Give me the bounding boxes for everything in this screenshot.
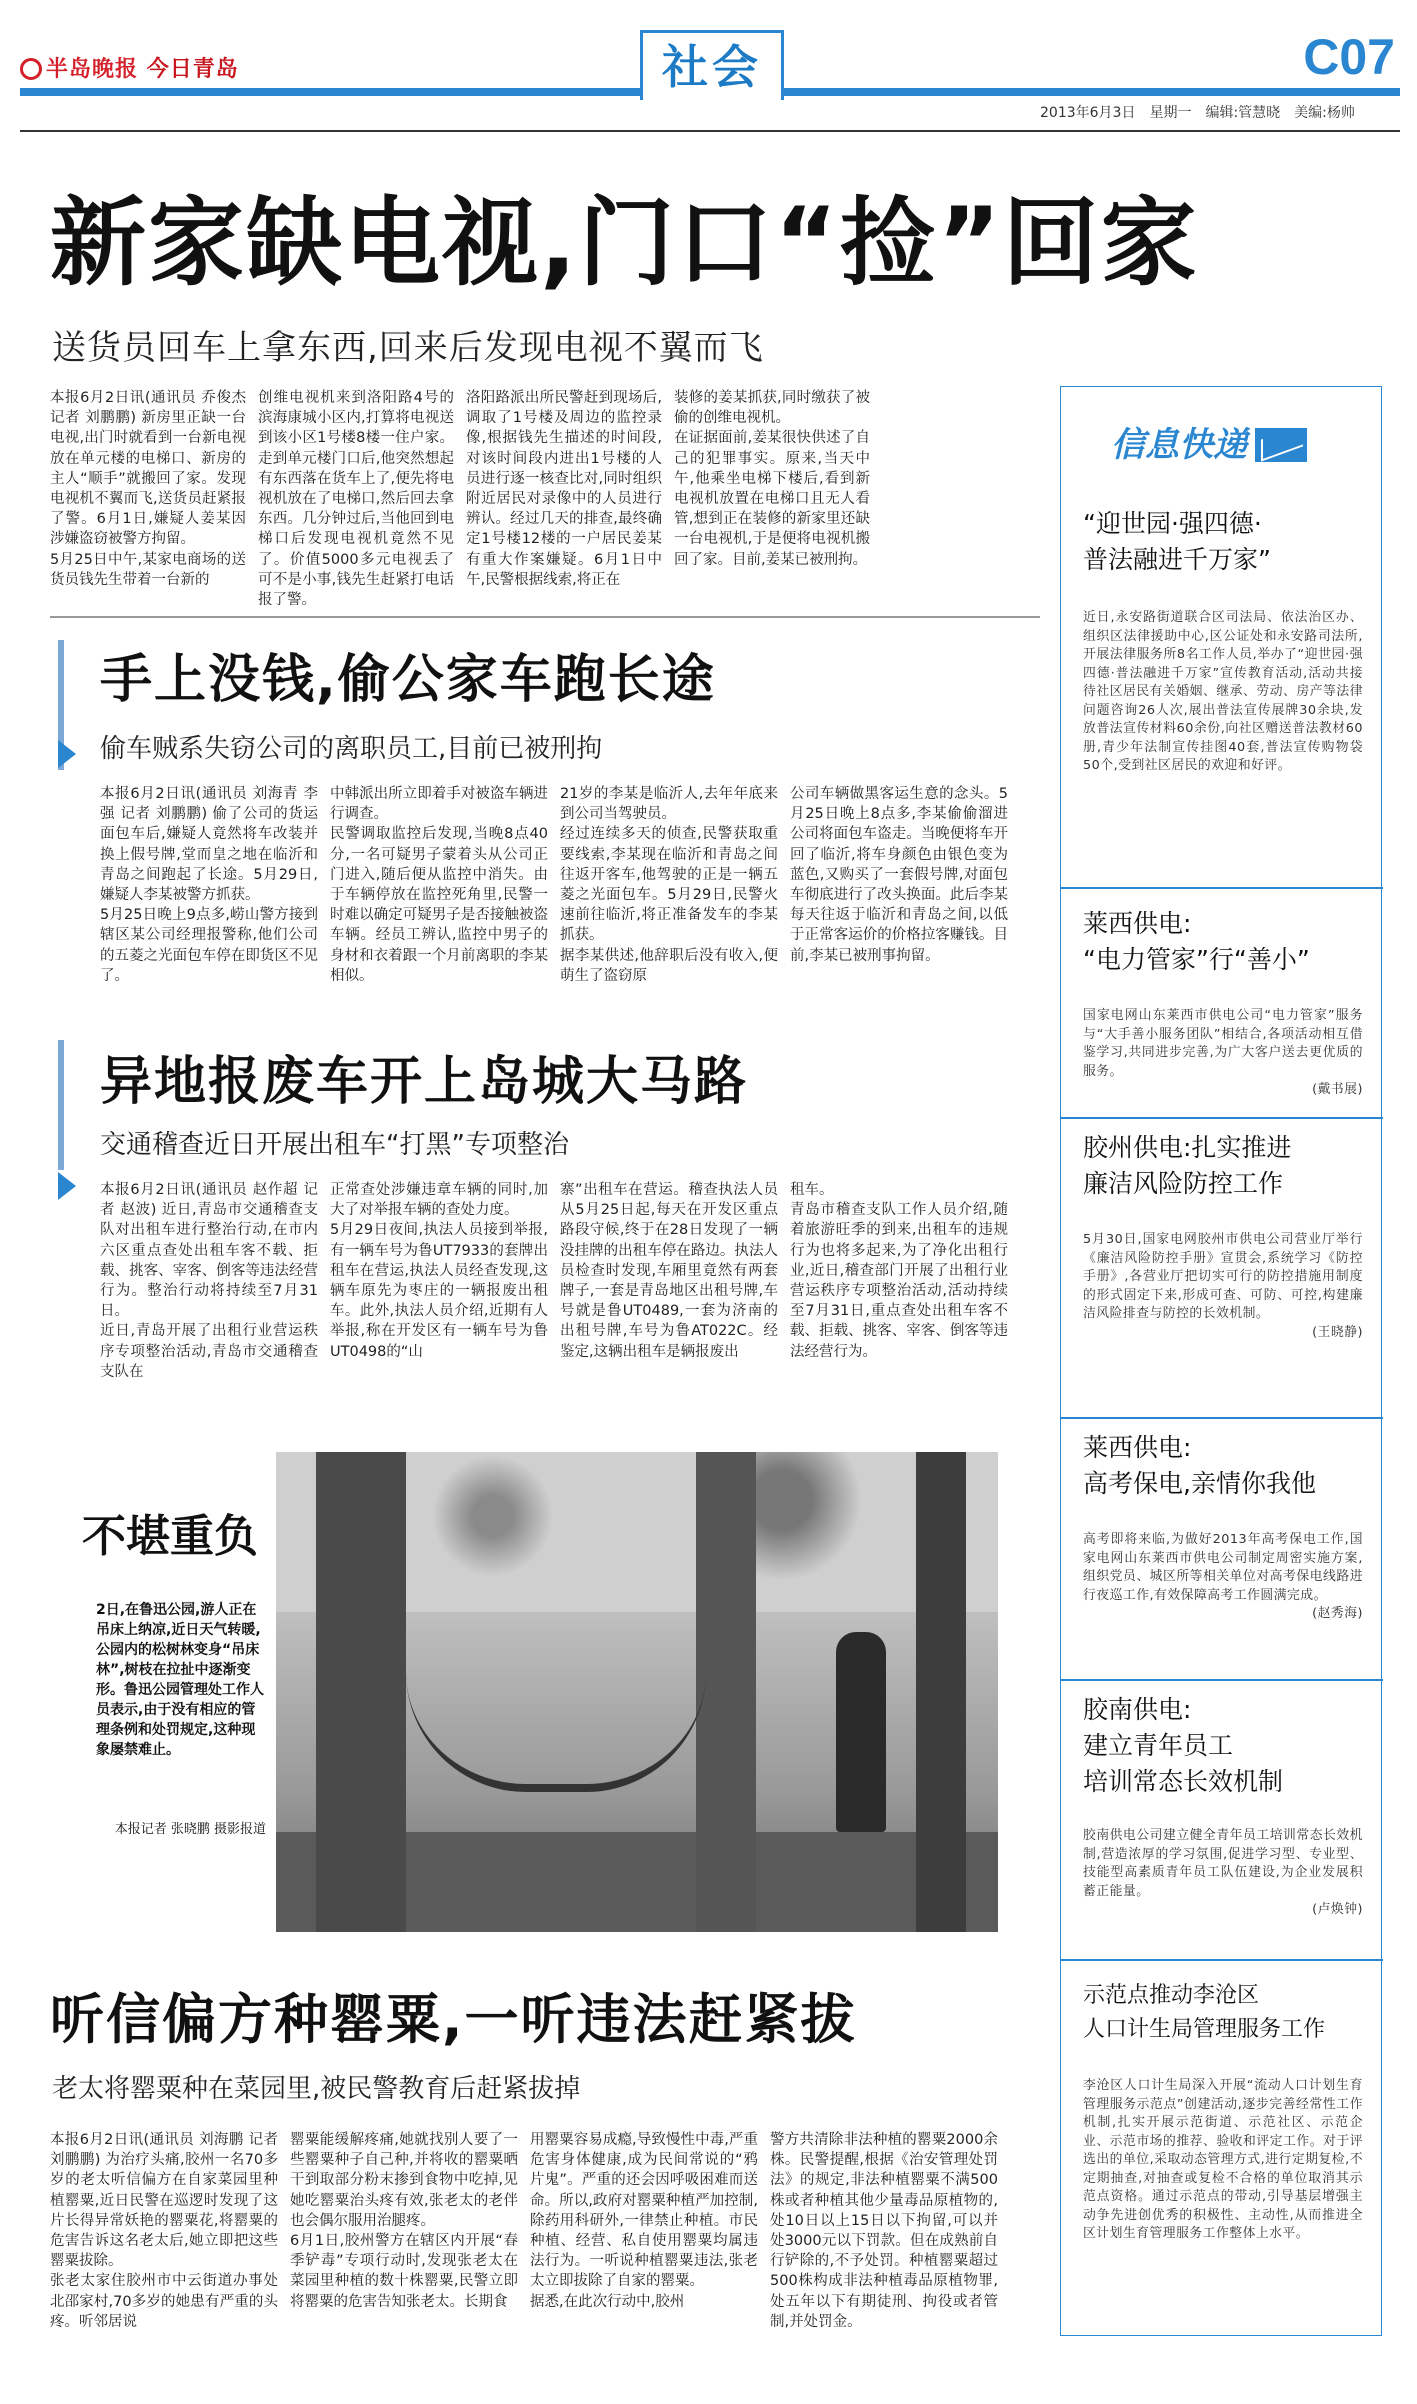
sidebar-item-title: 建立青年员工: [1083, 1731, 1234, 1760]
accent-bar: [58, 1040, 64, 1170]
story2-subheadline: 偷车贼系失窃公司的离职员工,目前已被刑拘: [100, 734, 603, 764]
sidebar-header-text: 信息快递: [1111, 425, 1247, 465]
section-label: 社会: [662, 40, 762, 94]
story4-col1: 本报6月2日讯(通讯员 刘海鹏 记者 刘鹏鹏) 为治疗头痛,胶州一名70多岁的老太听信偏方在自家菜园里种植罂粟,近日民警在巡逻时发现了这片长得异常妖艳的罂粟花,将罂粟的危害告诉这名老太后,她立即把这些罂粟拔除。 张老太家住胶州市中云街道办事处北邵家村,70多岁的她患有严重的头疼。听邻居说: [50, 2132, 278, 2330]
story3-col1: 本报6月2日讯(通讯员 赵作超 记者 赵波) 近日,青岛市交通稽查支队对出租车进行整治行动,在市内六区重点查处出租车客不载、拒载、挑客、宰客、倒客等违法经营行为。整治行动将持续至7月31日。 近日,青岛开展了出租行业营运秩序专项整治活动,青岛市交通稽查支队在: [100, 1182, 318, 1380]
sidebar-item-body: [1083, 1827, 1363, 1920]
story3-subheadline: 交通稽查近日开展出租车“打黑”专项整治: [100, 1130, 569, 1160]
sidebar-item-title: 示范点推动李沧区: [1083, 1983, 1260, 2008]
triangle-marker-icon: [58, 740, 76, 768]
logo-text: 半岛晚报: [46, 57, 139, 82]
sidebar-item-text: 5月30日,国家电网胶州市供电公司营业厅举行《廉洁风险防控手册》宣贯会,系统学习《防控手册》,各营业厅把切实可行的防控措施用制度的形式固定下来,形成可查、可防、可控,构建廉洁风险排查与防控的长效机制。: [1083, 1232, 1363, 1321]
sidebar-item-title: 廉洁风险防控工作: [1083, 1169, 1284, 1198]
story1-subheadline: 送货员回车上拿东西,回来后发现电视不翼而飞: [52, 328, 764, 368]
story1-col2: 创维电视机来到洛阳路4号的滨海康城小区内,打算将电视送到该小区1号楼8楼一住户家。走到单元楼门口后,他突然想起有东西落在货车上了,便先将电视机放在了电梯口,然后回去拿东西。几分钟过后,当他回到电梯口后发现电视机竟然不见了。价值5000多元电视丢了可不是小事,钱先生赶紧打电话报了警。: [258, 390, 454, 609]
section-tab: [640, 30, 784, 100]
sidebar-divider: [1061, 1417, 1383, 1419]
divider: [50, 616, 1040, 618]
sidebar-byline: (戴书展): [1312, 1082, 1363, 1097]
story2-headline: 手上没钱,偷公家车跑长途: [100, 650, 716, 710]
story3-col4: 租车。 青岛市稽查支队工作人员介绍,随着旅游旺季的到来,出租车的违规行为也将多起来,为了净化出租行业,近日,稽查部门开展了出租行业营运秩序专项整治活动,活动持续至7月31日,重点查处出租车客不载、拒载、挑客、宰客、倒客等违法经营行为。: [790, 1182, 1008, 1360]
logo-ring-icon: [20, 58, 42, 80]
photo-tree: [316, 1452, 406, 1932]
sidebar-item-title: 胶南供电:: [1083, 1695, 1192, 1724]
story3-headline: 异地报废车开上岛城大马路: [100, 1052, 749, 1112]
photo-hammock: [406, 1672, 706, 1792]
story4-col3: 用罂粟容易成瘾,导致慢性中毒,严重危害身体健康,成为民间常说的“鸦片鬼”。严重的还会因呼吸困难而送命。所以,政府对罂粟种植严加控制,除药用科研外,一律禁止种植。市民种植、经营、私自使用罂粟均属违法行为。一听说种植罂粟违法,张老太立即拔除了自家的罂粟。 据悉,在此次行动中,胶州: [530, 2132, 758, 2310]
photo-title: 不堪重负: [82, 1511, 258, 1562]
sidebar-divider: [1061, 1117, 1383, 1119]
photo-credit: 本报记者 张晓鹏 摄影报道: [114, 1822, 266, 1837]
date: 2013年6月3日: [1040, 105, 1136, 121]
sidebar-divider: [1061, 1679, 1383, 1681]
sidebar-item-title: 胶州供电:扎实推进: [1083, 1133, 1292, 1162]
info-sidebar: [1060, 386, 1382, 2336]
story4-headline: 听信偏方种罂粟,一听违法赶紧拔: [50, 1988, 857, 2051]
sidebar-item-body: [1083, 1231, 1363, 1342]
story3-col3: 寨”出租车在营运。稽查执法人员从5月25日起,每天在开发区重点路段守候,终于在28日发现了一辆没挂牌的出租车停在路边。执法人员检查时发现,车厢里竟然有两套牌子,一套是青岛地区出租号牌,车号就是鲁UT0489,一套为济南的出租号牌,车号为鲁AT022C。经鉴定,这辆出租车是辆报废出: [560, 1182, 778, 1360]
sidebar-item-text: 高考即将来临,为做好2013年高考保电工作,国家电网山东莱西市供电公司制定周密实施方案,组织党员、城区所等相关单位对高考保电线路进行夜巡工作,有效保障高考工作圆满完成。: [1083, 1532, 1363, 1603]
sidebar-item-title: “电力管家”行“善小”: [1083, 945, 1310, 974]
story4-col4: 警方共清除非法种植的罂粟2000余株。民警提醒,根据《治安管理处罚法》的规定,非法种植罂粟不满500株或者种植其他少量毒品原植物的,处10日以上15日以下拘留,可以并处3000元以下罚款。但在成熟前自行铲除的,不予处罚。种植罂粟超过500株构成非法种植毒品原植物罪,处五年以下有期徒刑、拘役或者管制,并处罚金。: [770, 2132, 998, 2330]
page-number: C07: [1303, 29, 1395, 85]
sidebar-byline: (赵秀海): [1312, 1606, 1363, 1621]
sidebar-item-text: 胶南供电公司建立健全青年员工培训常态长效机制,营造浓厚的学习氛围,促进学习型、专业型、技能型高素质青年员工队伍建设,为企业发展积蓄正能量。: [1083, 1828, 1363, 1899]
sidebar-item-body: [1083, 1007, 1363, 1100]
sidebar-item-title: 高考保电,亲情你我他: [1083, 1469, 1316, 1498]
triangle-marker-icon: [58, 1172, 76, 1200]
sidebar-header: [1111, 417, 1307, 466]
sidebar-item-body: [1083, 1531, 1363, 1624]
story4-subheadline: 老太将罂粟种在菜园里,被民警教育后赶紧拔掉: [52, 2074, 581, 2104]
story4-col2: 罂粟能缓解疼痛,她就找别人要了一些罂粟种子自己种,并将收的罂粟晒干到取部分粉末掺到食物中吃掉,见她吃罂粟治头疼有效,张老太的老伴也会偶尔服用治腿疼。 6月1日,胶州警方在辖区内开展“春季铲毒”专项行动时,发现张老太在菜园里种植的数十株罂粟,民警立即将罂粟的危害告知张老太。长期食: [290, 2132, 518, 2310]
weekday: 星期一: [1149, 105, 1192, 121]
photo-person: [836, 1632, 886, 1832]
sidebar-byline: (王晓静): [1312, 1324, 1363, 1340]
sidebar-item-title: 培训常态长效机制: [1083, 1767, 1284, 1796]
sidebar-divider: [1061, 1959, 1383, 1961]
sidebar-item-title: 莱西供电:: [1083, 909, 1192, 938]
story2-col2: 中韩派出所立即着手对被盗车辆进行调查。 民警调取监控后发现,当晚8点40分,一名可疑男子蒙着头从公司正门进入,随后便从监控中消失。由于车辆停放在监控死角里,民警一时难以确定可疑男子是否接触被盗车辆。经员工辨认,监控中男子的身材和衣着跟一个月前离职的李某相似。: [330, 786, 548, 984]
sidebar-item-body: 近日,永安路街道联合区司法局、依法治区办、组织区法律援助中心,区公证处和永安路司法所,开展法律服务所8名工作人员,举办了“迎世园·强四德·普法融进千万家”宣传教育活动,活动共接待社区居民有关婚姻、继承、劳动、房产等法律问题咨询26人次,展出普法宣传展牌30余块,发放普法宣传材料60余份,向社区赠送普法教材60册,青少年法制宣传挂图40套,普法宣传购物袋50个,受到社区居民的欢迎和好评。: [1083, 610, 1363, 773]
sidebar-item-title: 人口计生局管理服务工作: [1083, 2017, 1326, 2042]
photo-tree: [696, 1452, 756, 1932]
story1-headline: 新家缺电视,门口“捡”回家: [50, 187, 1199, 299]
story1-col1: 本报6月2日讯(通讯员 乔俊杰 记者 刘鹏鹏) 新房里正缺一台电视,出门时就看到一台新电视放在单元楼的电梯口、新房的主人“顺手”就搬回了家。发现电视机不翼而飞,送货员赶紧报了警。6月1日,嫌疑人姜某因涉嫌盗窃被警方拘留。 5月25日中午,某家电商场的送货员钱先生带着一台新的: [50, 390, 246, 588]
editor: 编辑:管慧晓: [1205, 105, 1281, 121]
story2-col4: 公司车辆做黑客运生意的念头。5月25日晚上8点多,李某偷偷溜进公司将面包车盗走。当晚便将车开回了临沂,将车身颜色由银色变为蓝色,又购买了一套假号牌,对面包车彻底进行了改头换面。此后李某每天往返于临沂和青岛之间,以低于正常客运价的价格拉客赚钱。目前,李某已被刑事拘留。: [790, 786, 1008, 964]
dateline: [1040, 102, 1369, 122]
newspaper-logo[interactable]: [20, 52, 239, 83]
sidebar-item-title: 莱西供电:: [1083, 1433, 1192, 1462]
story3-col2: 正常查处涉嫌违章车辆的同时,加大了对举报车辆的查处力度。 5月29日夜间,执法人员接到举报,有一辆车号为鲁UT7933的套牌出租车在营运,执法人员经查发现,这辆车原先为枣庄的一辆报废出租车。此外,执法人员介绍,近期有人举报,称在开发区有一辆车号为鲁UT0498的“山: [330, 1182, 548, 1360]
sidebar-item-title: 普法融进千万家”: [1083, 545, 1271, 574]
photo-caption: 2日,在鲁迅公园,游人正在吊床上纳凉,近日天气转暖,公园内的松树林变身“吊床林”,树枝在拉扯中逐渐变形。鲁迅公园管理处工作人员表示,由于没有相应的管理条例和处罚规定,这种现象屡禁难止。: [96, 1602, 264, 1758]
sidebar-item-title: “迎世园·强四德·: [1083, 509, 1262, 538]
designer: 美编:杨帅: [1294, 105, 1355, 121]
photo-tree: [916, 1452, 966, 1932]
sidebar-byline: (卢焕钟): [1312, 1902, 1363, 1917]
hammock-photo[interactable]: [276, 1452, 998, 1932]
sidebar-item-body: 李沧区人口计生局深入开展“流动人口计划生育管理服务示范点”创建活动,逐步完善经常性工作机制,扎实开展示范街道、示范社区、示范企业、示范市场的推荐、验收和评定工作。对于评选出的单位,采取动态管理方式,进行定期复检,不定期抽查,对抽查或复检不合格的单位取消其示范点资格。通过示范点的带动,引导基层增强主动争先进创优秀的积极性、主动性,从而推进全区计划生育管理服务工作整体上水平。: [1083, 2078, 1363, 2241]
sidebar-divider: [1061, 887, 1383, 889]
story2-col1: 本报6月2日讯(通讯员 刘海青 李强 记者 刘鹏鹏) 偷了公司的货运面包车后,嫌疑人竟然将车改装并换上假号牌,堂而皇之地在临沂和青岛之间跑起了长途。5月29日,嫌疑人李某被警方抓获。 5月25日晚上9点多,崂山警方接到辖区某公司经理报警称,他们公司的五菱之光面包车停在即货区不见了。: [100, 786, 318, 984]
story1-col3: 洛阳路派出所民警赶到现场后,调取了1号楼及周边的监控录像,根据钱先生描述的时间段,对该时间段内进出1号楼的人员进行逐一核查比对,同时组织附近居民对录像中的人员进行辨认。经过几天的排查,最终确定1号楼12楼的一户居民姜某有重大作案嫌疑。6月1日中午,民警根据线索,将正在: [466, 390, 662, 588]
header-rule: [20, 130, 1400, 132]
logo-sub: 今日青岛: [146, 57, 239, 82]
sidebar-item-text: 国家电网山东莱西市供电公司“电力管家”服务与“大手善小服务团队”相结合,各项活动相互借鉴学习,共同进步完善,为广大客户送去更优质的服务。: [1083, 1008, 1363, 1079]
story1-col4: 装修的姜某抓获,同时缴获了被偷的创维电视机。 在证据面前,姜某很快供述了自己的犯罪事实。原来,当天中午,他乘坐电梯下楼后,看到新电视机放置在电梯口且无人看管,想到正在装修的新家里还缺一台电视机,于是便将电视机搬回了家。目前,姜某已被刑拘。: [674, 390, 870, 568]
story2-col3: 21岁的李某是临沂人,去年年底来到公司当驾驶员。 经过连续多天的侦查,民警获取重要线索,李某现在临沂和青岛之间往返开客车,他驾驶的正是一辆五菱之光面包车。5月29日,民警火速前往临沂,将正准备发车的李某抓获。 据李某供述,他辞职后没有收入,便萌生了盗窃原: [560, 786, 778, 984]
envelope-icon: [1255, 428, 1307, 462]
masthead: [0, 0, 1417, 150]
